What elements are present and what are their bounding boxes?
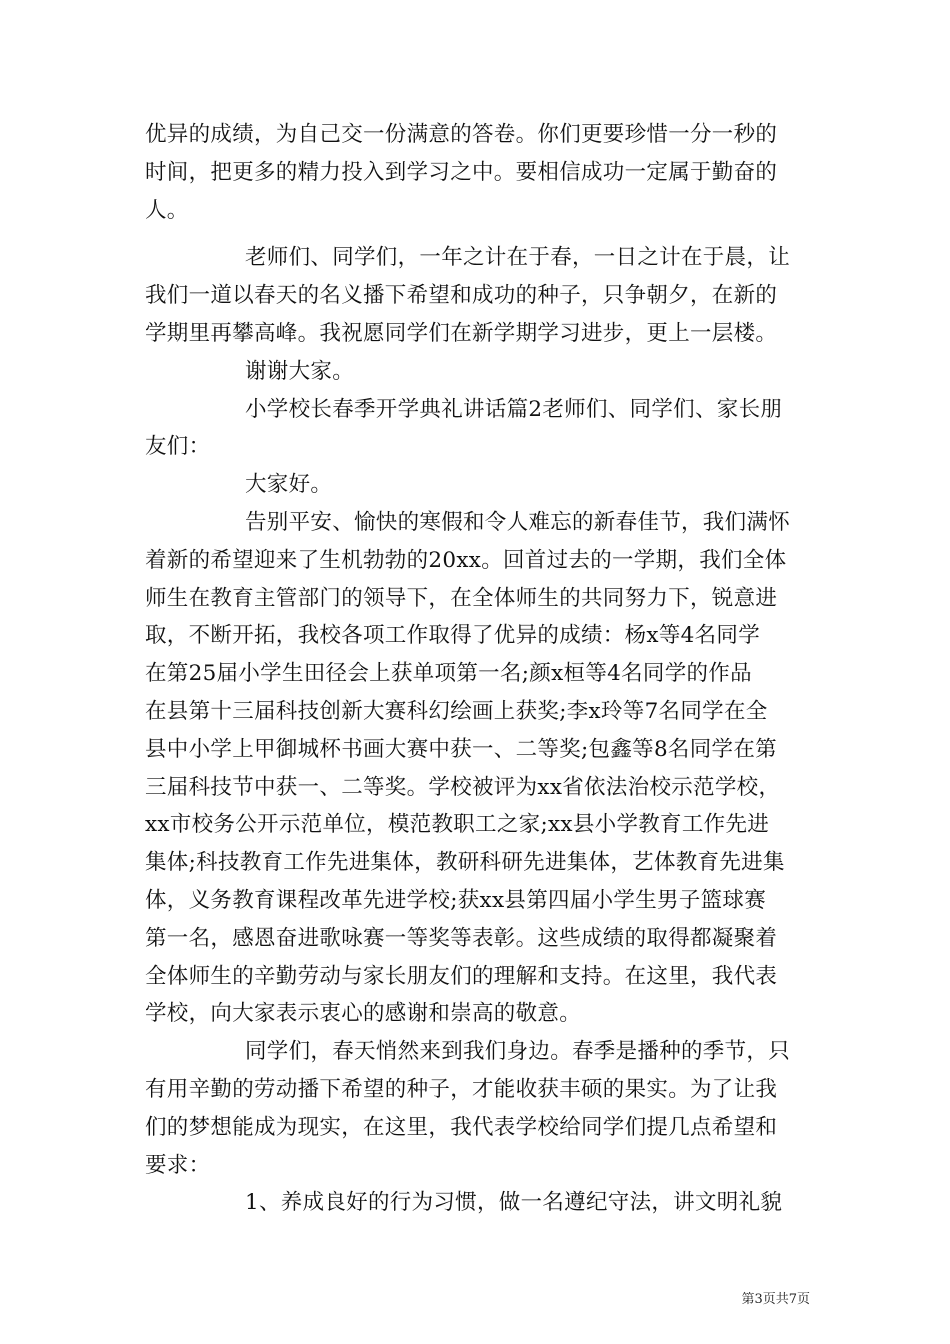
text-line: 在第25届小学生田径会上获单项第一名;颜x桓等4名同学的作品 [145,661,752,687]
text-line: 1、养成良好的行为习惯，做一名遵纪守法，讲文明礼貌 [245,1190,783,1216]
text-line: 小学校长春季开学典礼讲话篇2老师们、同学们、家长朋 [245,396,783,422]
text-line: 县中小学上甲御城杯书画大赛中获一、二等奖;包鑫等8名同学在第 [145,736,777,762]
text-line: 们的梦想能成为现实，在这里，我代表学校给同学们提几点希望和 [145,1114,778,1140]
text-line: 第一名，感恩奋进歌咏赛一等奖等表彰。这些成绩的取得都凝聚着 [145,925,778,951]
text-line: 大家好。 [245,472,333,498]
text-line: 在县第十三届科技创新大赛科幻绘画上获奖;李x玲等7名同学在全 [145,698,768,724]
document-body [145,116,813,1222]
text-line: 人。 [145,197,189,223]
text-line: 时间，把更多的精力投入到学习之中。要相信成功一定属于勤奋的 [145,159,778,185]
text-line: 有用辛勤的劳动播下希望的种子，才能收获丰硕的果实。为了让我 [145,1076,778,1102]
page-number: 第3页共7页 [741,1292,810,1307]
text-line: 友们： [145,434,211,460]
text-line: xx市校务公开示范单位，模范教职工之家;xx县小学教育工作先进 [145,812,770,838]
text-line: 全体师生的辛勤劳动与家长朋友们的理解和支持。在这里，我代表 [145,963,778,989]
text-line: 取，不断开拓，我校各项工作取得了优异的成绩：杨x等4名同学 [145,623,761,649]
text-line: 谢谢大家。 [245,358,355,384]
text-line: 着新的希望迎来了生机勃勃的20xx。回首过去的一学期，我们全体 [145,547,787,573]
text-line: 体，义务教育课程改革先进学校;获xx县第四届小学生男子篮球赛 [145,887,766,913]
text-line: 老师们、同学们，一年之计在于春，一日之计在于晨，让 [245,245,791,271]
text-line: 优异的成绩，为自己交一份满意的答卷。你们更要珍惜一分一秒的 [145,122,778,147]
text-line: 学期里再攀高峰。我祝愿同学们在新学期学习进步，更上一层楼。 [145,320,778,346]
text-line: 告别平安、愉快的寒假和令人难忘的新春佳节，我们满怀 [245,509,791,535]
text-line: 学校，向大家表示衷心的感谢和崇高的敬意。 [145,1001,582,1027]
text-line: 同学们，春天悄然来到我们身边。春季是播种的季节，只 [245,1039,791,1065]
text-line: 要求： [145,1152,211,1178]
text-line: 三届科技节中获一、二等奖。学校被评为xx省依法治校示范学校， [145,774,781,800]
text-line: 师生在教育主管部门的领导下，在全体师生的共同努力下，锐意进 [145,585,778,611]
text-line: 集体;科技教育工作先进集体，教研科研先进集体，艺体教育先进集 [145,850,785,876]
text-line: 我们一道以春天的名义播下希望和成功的种子，只争朝夕，在新的 [145,283,778,309]
